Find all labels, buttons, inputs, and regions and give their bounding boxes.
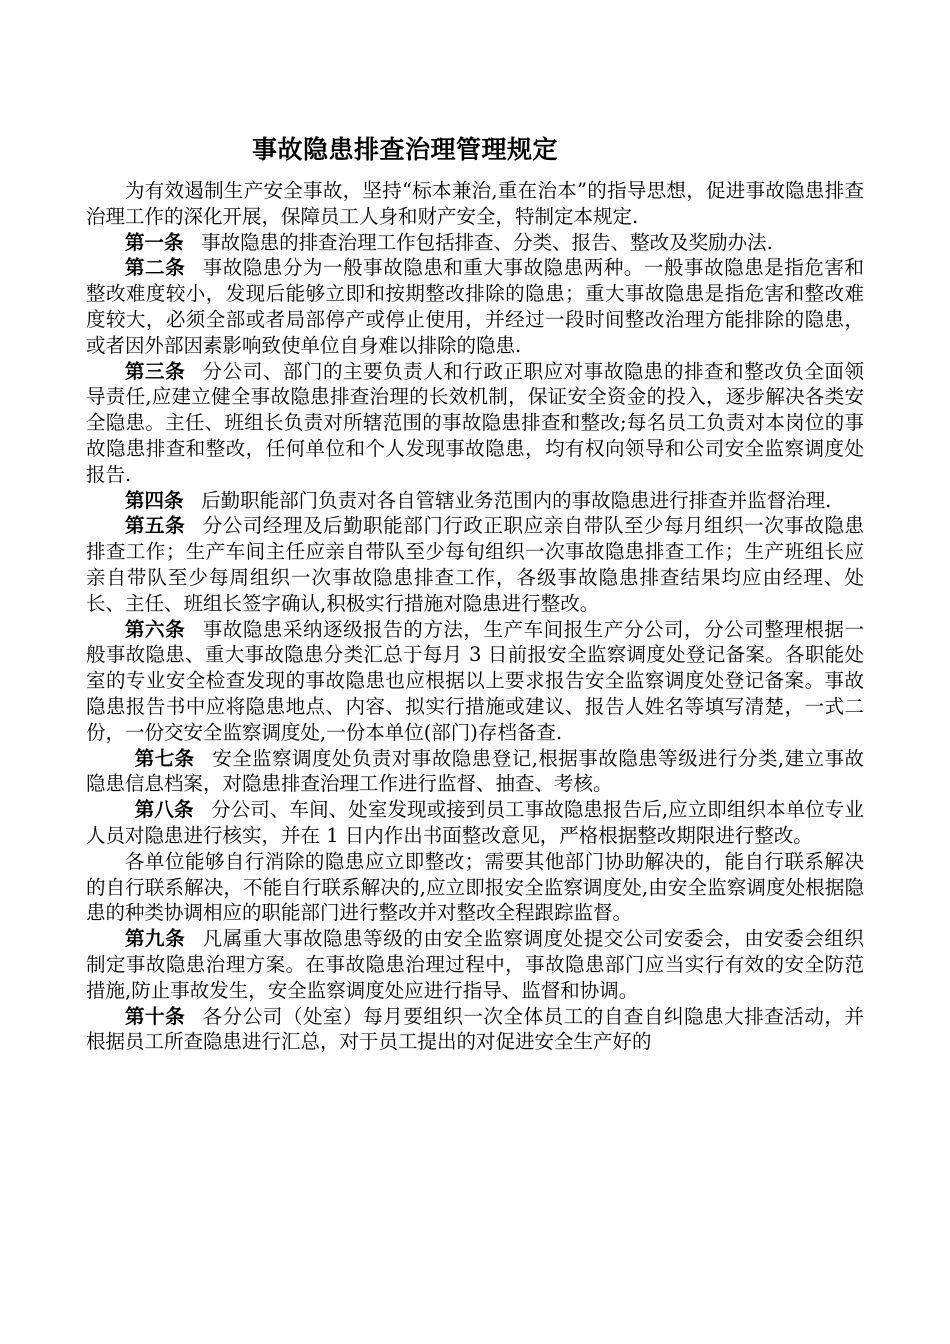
article-number: 第一条 bbox=[125, 230, 184, 254]
article-number: 第七条 bbox=[134, 746, 195, 770]
article-number: 第二条 bbox=[125, 256, 186, 280]
article-9 bbox=[86, 926, 864, 1003]
article-8 bbox=[86, 797, 864, 849]
document-title: 事故隐患排查治理管理规定 bbox=[252, 135, 559, 164]
document-page bbox=[86, 130, 864, 1055]
article-text: 分公司、部门的主要负责人和行政正职应对事故隐患的排查和整改负全面领导责任,应建立健全事故隐患排查治理的长效机制，保证安全资金的投入，逐步解决各类安全隐患。主任、班组长负责对所辖范围的事故隐患排查和整改;每名员工负责对本岗位的事故隐患排查和整改，任何单位和个人发现事故隐患，均有权向领导和公司安全监察调度处报告. bbox=[86, 359, 864, 486]
intro-paragraph bbox=[86, 178, 864, 230]
article-2 bbox=[86, 255, 864, 358]
article-6 bbox=[86, 617, 864, 746]
article-4 bbox=[86, 488, 864, 514]
article-text: 分公司、车间、处室发现或接到员工事故隐患报告后,应立即组织本单位专业人员对隐患进行核实，并在 1 日内作出书面整改意见，严格根据整改期限进行整改。 bbox=[86, 798, 864, 847]
article-number: 第三条 bbox=[125, 359, 186, 383]
article-text: 各单位能够自行消除的隐患应立即整改；需要其他部门协助解决的，能自行联系解决的自行联系解决，不能自行联系解决的,应立即报安全监察调度处,由安全监察调度处根据隐患的种类协调相应的职能部门进行整改并对整改全程跟踪监督。 bbox=[86, 849, 864, 925]
article-10 bbox=[86, 1004, 864, 1056]
article-text: 凡属重大事故隐患等级的由安全监察调度处提交公司安委会，由安委会组织制定事故隐患治理方案。在事故隐患治理过程中，事故隐患部门应当实行有效的安全防范措施,防止事故发生，安全监察调度处应进行指导、监督和协调。 bbox=[86, 927, 864, 1002]
article-text: 安全监察调度处负责对事故隐患登记,根据事故隐患等级进行分类,建立事故隐患信息档案，对隐患排查治理工作进行监督、抽查、考核。 bbox=[86, 746, 864, 796]
article-text: 事故隐患的排查治理工作包括排查、分类、报告、整改及奖励办法. bbox=[201, 230, 773, 254]
article-number: 第九条 bbox=[125, 927, 186, 951]
article-3 bbox=[86, 359, 864, 488]
article-number: 第四条 bbox=[125, 488, 184, 512]
article-5 bbox=[86, 513, 864, 616]
article-1 bbox=[86, 230, 864, 256]
article-number: 第六条 bbox=[125, 617, 186, 641]
article-text: 各分公司（处室）每月要组织一次全体员工的自查自纠隐患大排查活动，并根据员工所查隐患进行汇总，对于员工提出的对促进安全生产好的 bbox=[86, 1004, 864, 1054]
article-8-continuation bbox=[86, 849, 864, 926]
article-number: 第八条 bbox=[134, 798, 194, 822]
intro-text: 为有效遏制生产安全事故，坚持“标本兼治,重在治本”的指导思想，促进事故隐患排查治理工作的深化开展，保障员工人身和财产安全，特制定本规定. bbox=[86, 179, 864, 228]
article-7 bbox=[86, 746, 864, 798]
article-text: 事故隐患分为一般事故隐患和重大事故隐患两种。一般事故隐患是指危害和整改难度较小，发现后能够立即和按期整改排除的隐患；重大事故隐患是指危害和整改难度较大，必须全部或者局部停产或停止使用，并经过一段时间整改治理方能排除的隐患，或者因外部因素影响致使单位自身难以排除的隐患. bbox=[86, 256, 864, 357]
article-number: 第五条 bbox=[125, 514, 186, 538]
article-number: 第十条 bbox=[125, 1004, 186, 1028]
article-text: 事故隐患采纳逐级报告的方法，生产车间报生产分公司，分公司整理根据一般事故隐患、重大事故隐患分类汇总于每月 3 日前报安全监察调度处登记备案。各职能处室的专业安全检查发现的事故隐患也应根据以上要求报告安全监察调度处登记备案。事故隐患报告书中应将隐患地点、内容、拟实行措施或建议、报告人姓名等填写清楚，一式二份，一份交安全监察调度处,一份本单位(部门)存档备查. bbox=[86, 617, 864, 744]
article-text: 分公司经理及后勤职能部门行政正职应亲自带队至少每月组织一次事故隐患排查工作；生产车间主任应亲自带队至少每旬组织一次事故隐患排查工作；生产班组长应亲自带队至少每周组织一次事故隐患排查工作，各级事故隐患排查结果均应由经理、处长、主任、班组长签字确认,积极实行措施对隐患进行整改。 bbox=[86, 514, 864, 615]
article-text: 后勤职能部门负责对各自管辖业务范围内的事故隐患进行排查并监督治理. bbox=[201, 488, 832, 512]
